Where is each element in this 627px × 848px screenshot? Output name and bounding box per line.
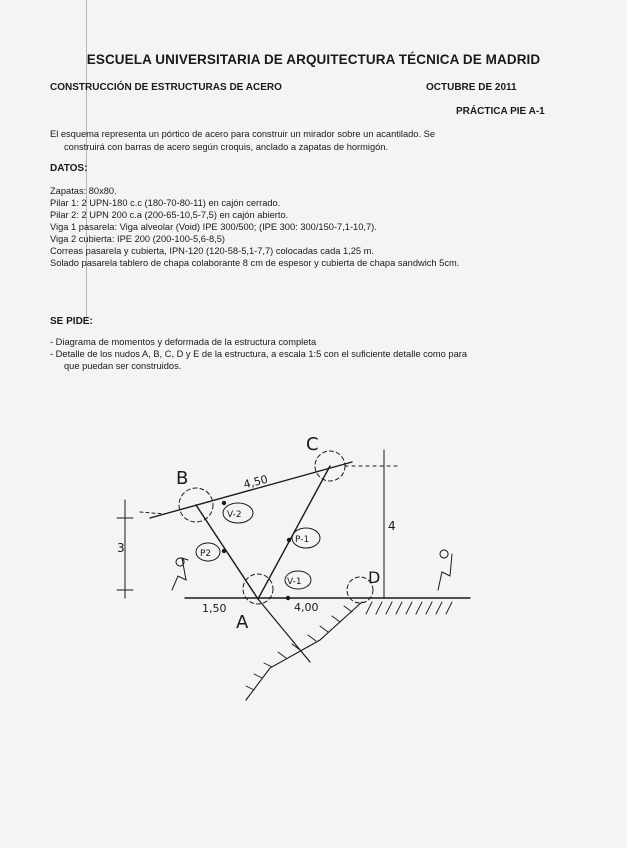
v2-label: V-2 bbox=[227, 510, 242, 520]
practice-id: PRÁCTICA PIE A-1 bbox=[456, 106, 545, 117]
datos-item: Viga 1 pasarela: Viga alveolar (Void) IPE 300/500; (IPE 300: 300/150-7,1-10,7). bbox=[50, 222, 377, 232]
dim-4-label: 4 bbox=[388, 519, 396, 533]
datos-item: Pilar 2: 2 UPN 200 c.a (200-65-10,5-7,5) en cajón abierto. bbox=[50, 210, 289, 220]
datos-item: Viga 2 cubierta: IPE 200 (200-100-5,6-8,5) bbox=[50, 234, 226, 244]
se-pide-item-2-cont: que puedan ser construidos. bbox=[64, 361, 182, 371]
datos-item: Solado pasarela tablero de chapa colaborante 8 cm de espesor y cubierta de chapa sandwich 5cm. bbox=[50, 258, 460, 268]
p1-label: P-1 bbox=[295, 535, 310, 545]
dim-400-label: 4,00 bbox=[294, 601, 319, 614]
dim-3-label: 3 bbox=[117, 541, 125, 555]
node-b-label: B bbox=[176, 468, 189, 489]
subject-title: CONSTRUCCIÓN DE ESTRUCTURAS DE ACERO bbox=[50, 82, 282, 93]
datos-item: Pilar 1: 2 UPN-180 c.c (180-70-80-11) en cajón cerrado. bbox=[50, 198, 281, 208]
dim-450-label: 4,50 bbox=[242, 472, 270, 492]
p2-label: P2 bbox=[200, 549, 212, 559]
cliff-face bbox=[246, 602, 362, 700]
node-c-label: C bbox=[306, 434, 319, 455]
se-pide-item-1: - Diagrama de momentos y deformada de la estructura completa bbox=[50, 337, 317, 347]
se-pide-heading: SE PIDE: bbox=[50, 316, 93, 327]
datos-item: Zapatas: 80x80. bbox=[50, 186, 117, 196]
datos-heading: DATOS: bbox=[50, 163, 88, 174]
intro-line-2: construirá con barras de acero según croquis, anclado a zapatas de hormigón. bbox=[64, 141, 389, 152]
ground-hatching-right bbox=[366, 602, 452, 614]
dim-150-label: 1,50 bbox=[202, 602, 227, 615]
node-d-label: D bbox=[368, 568, 381, 587]
exam-date: OCTUBRE DE 2011 bbox=[426, 82, 517, 93]
intro-line-1: El esquema representa un pórtico de acero para construir un mirador sobre un acantilado. Se bbox=[50, 129, 436, 139]
datos-item: Correas pasarela y cubierta, IPN-120 (120-58-5,1-7,7) colocadas cada 1,25 m. bbox=[50, 246, 375, 256]
se-pide-item-2: - Detalle de los nudos A, B, C, D y E de la estructura, a escala 1:5 con el suficiente detalle como para bbox=[50, 349, 468, 359]
node-a-label: A bbox=[236, 612, 249, 633]
v1-label: V-1 bbox=[287, 577, 302, 587]
person-right-figure bbox=[438, 550, 452, 590]
school-title: ESCUELA UNIVERSITARIA DE ARQUITECTURA TÉCNICA DE MADRID bbox=[86, 52, 541, 67]
person-left-figure bbox=[172, 558, 188, 590]
